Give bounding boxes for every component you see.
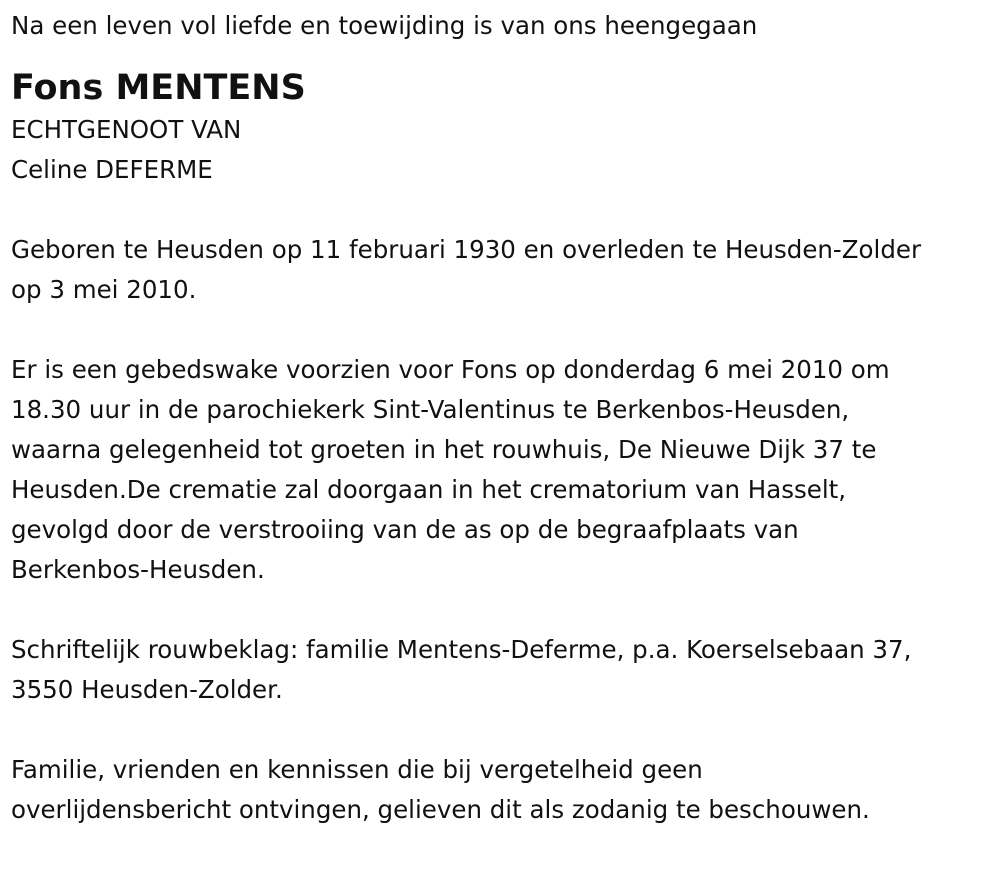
paragraph-line: Geboren te Heusden op 11 februari 1930 en overleden te Heusden-Zolder — [11, 235, 922, 264]
paragraph-line: 18.30 uur in de parochiekerk Sint-Valentinus te Berkenbos-Heusden, — [11, 395, 850, 424]
paragraph-line: Er is een gebedswake voorzien voor Fons op donderdag 6 mei 2010 om — [11, 355, 890, 384]
deceased-name: Fons MENTENS — [11, 68, 306, 108]
condolences-paragraph — [11, 630, 1000, 710]
closing-paragraph — [11, 750, 1000, 830]
paragraph-line: overlijdensbericht ontvingen, gelieven dit als zodanig te beschouwen. — [11, 795, 870, 824]
relation-label: ECHTGENOOT VAN — [11, 115, 242, 144]
ceremony-paragraph — [11, 350, 1000, 590]
paragraph-line: Heusden.De crematie zal doorgaan in het crematorium van Hasselt, — [11, 475, 847, 504]
spouse-name: Celine DEFERME — [11, 155, 213, 184]
birth-death-paragraph — [11, 230, 1000, 310]
paragraph-line: op 3 mei 2010. — [11, 275, 197, 304]
intro-text: Na een leven vol liefde en toewijding is van ons heengegaan — [11, 11, 758, 40]
paragraph-line: Schriftelijk rouwbeklag: familie Mentens-Deferme, p.a. Koerselsebaan 37, — [11, 635, 912, 664]
paragraph-line: Familie, vrienden en kennissen die bij vergetelheid geen — [11, 755, 703, 784]
paragraph-line: gevolgd door de verstrooiing van de as op de begraafplaats van — [11, 515, 799, 544]
paragraph-line: Berkenbos-Heusden. — [11, 555, 265, 584]
paragraph-line: 3550 Heusden-Zolder. — [11, 675, 283, 704]
paragraph-line: waarna gelegenheid tot groeten in het rouwhuis, De Nieuwe Dijk 37 te — [11, 435, 877, 464]
